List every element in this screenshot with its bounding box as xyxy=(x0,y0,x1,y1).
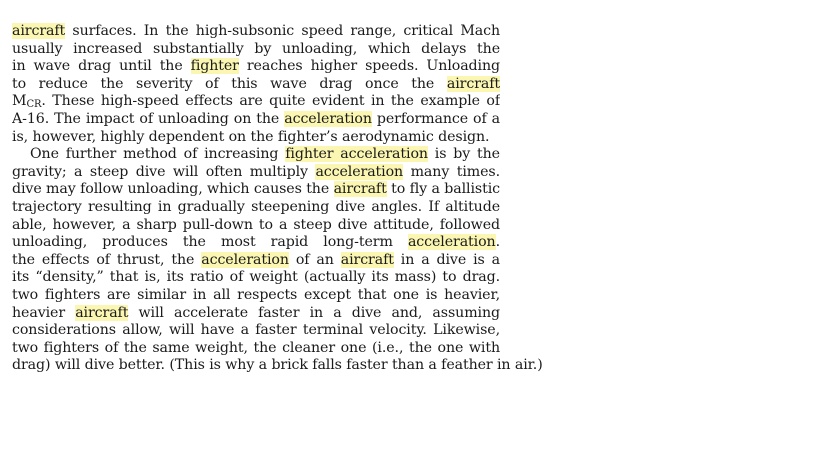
text-run: reaches higher speeds. Unloading xyxy=(246,58,500,75)
search-highlight: fighter xyxy=(190,58,239,75)
text-run: considerations allow, will have a faster terminal velocity. Likewise, xyxy=(12,322,500,339)
text-line xyxy=(12,217,500,235)
text-line xyxy=(12,252,500,270)
text-run: to reduce the severity of this wave drag once the xyxy=(12,75,447,92)
text-run: dive may follow unloading, which causes the xyxy=(12,181,334,198)
text-run: heavier xyxy=(12,304,76,321)
search-highlight: aircraft xyxy=(340,251,394,268)
text-line xyxy=(12,23,500,41)
text-run: . xyxy=(495,234,500,251)
search-highlight: acceleration xyxy=(315,163,404,180)
text-line xyxy=(12,93,500,111)
text-line xyxy=(12,41,500,59)
text-line xyxy=(12,305,500,323)
text-line xyxy=(12,58,500,76)
text-run: able, however, a sharp pull-down to a steep dive attitude, followed xyxy=(12,216,500,233)
document-body xyxy=(12,23,543,375)
text-line xyxy=(12,234,500,252)
text-line xyxy=(12,146,500,164)
search-highlight: aircraft xyxy=(446,75,500,92)
text-run: unloading, produces the most rapid long-term xyxy=(12,234,408,251)
text-run: two fighters of the same weight, the cleaner one (i.e., the one with xyxy=(12,339,500,356)
paragraph xyxy=(12,146,543,375)
text-line xyxy=(12,269,500,287)
text-run: A-16. The impact of unloading on the xyxy=(12,110,285,127)
text-run: to fly a ballistic xyxy=(386,181,500,198)
text-line xyxy=(12,76,500,94)
text-run: its “density,” that is, its ratio of weight (actually its mass) to drag. xyxy=(12,269,500,286)
text-run: One further method of increasing xyxy=(30,146,286,163)
text-run: is by the xyxy=(434,146,500,163)
text-run: will accelerate faster in a dive and, assuming xyxy=(138,304,500,321)
text-line xyxy=(12,199,500,217)
text-run: in a dive is a xyxy=(400,251,500,268)
text-line xyxy=(12,340,500,358)
text-run: M xyxy=(12,93,27,110)
search-highlight: fighter acceleration xyxy=(285,146,428,163)
search-highlight: aircraft xyxy=(75,304,129,321)
search-highlight: acceleration xyxy=(201,251,289,268)
cropped-header-fragment xyxy=(10,0,500,3)
subscript: CR xyxy=(26,99,42,111)
text-line xyxy=(12,322,500,340)
text-line xyxy=(12,181,500,199)
text-line xyxy=(12,129,500,147)
text-run: performance of a xyxy=(371,110,500,127)
text-run: two fighters are similar in all respects except that one is heavier, xyxy=(12,286,500,303)
text-run: in wave drag until the xyxy=(12,58,191,75)
search-highlight: aircraft xyxy=(12,23,66,39)
search-highlight: acceleration xyxy=(284,110,372,127)
text-line xyxy=(12,164,500,182)
search-highlight: acceleration xyxy=(407,234,496,251)
text-run: of an xyxy=(288,251,341,268)
text-run: is, however, highly dependent on the fighter’s aerodynamic design. xyxy=(12,128,490,145)
paragraph xyxy=(12,23,500,146)
text-run: usually increased substantially by unloading, which delays the xyxy=(12,40,500,57)
text-run: drag) will dive better. (This is why a brick falls faster than a feather in air.) xyxy=(12,357,543,374)
text-run: surfaces. In the high-subsonic speed range, critical Mach xyxy=(72,23,500,39)
text-line xyxy=(12,287,500,305)
search-highlight: aircraft xyxy=(333,181,387,198)
text-run: trajectory resulting in gradually steepening dive angles. If altitude xyxy=(12,198,500,215)
text-run: the effects of thrust, the xyxy=(12,251,202,268)
text-run: many times. xyxy=(410,163,500,180)
text-line xyxy=(12,357,543,375)
text-line xyxy=(12,111,500,129)
text-run: . These high-speed effects are quite evident in the example of xyxy=(41,93,500,110)
text-run: gravity; a steep dive will often multiply xyxy=(12,163,316,180)
